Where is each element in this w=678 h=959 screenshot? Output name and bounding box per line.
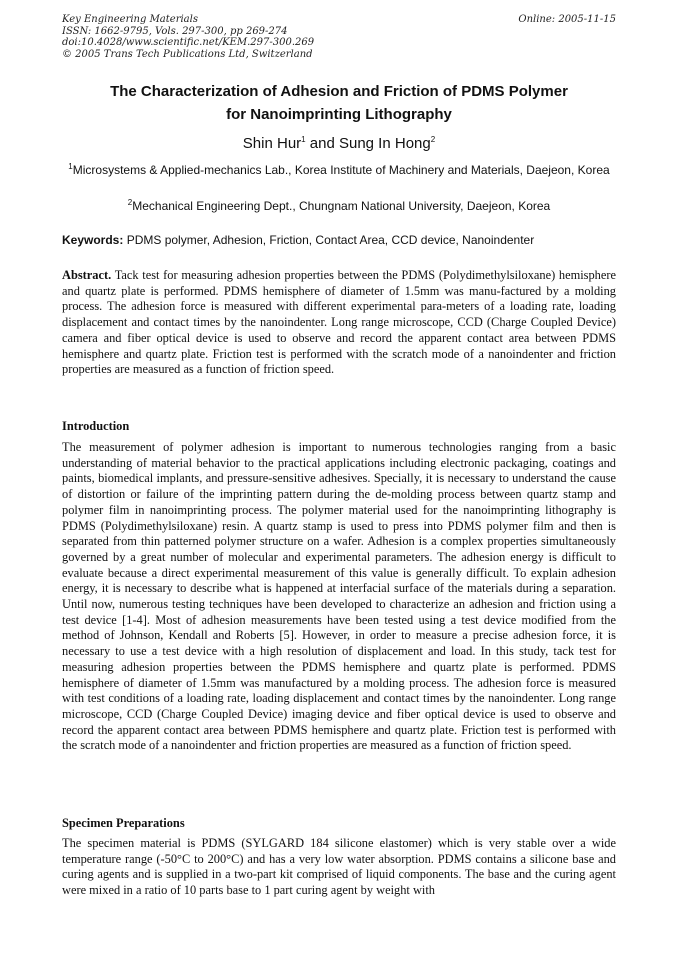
title-line-2: for Nanoimprinting Lithography bbox=[226, 106, 452, 123]
abstract-label: Abstract. bbox=[62, 268, 112, 282]
doi-line: doi:10.4028/www.scientific.net/KEM.297-300.269 bbox=[62, 37, 315, 48]
keywords-text: PDMS polymer, Adhesion, Friction, Contact Area, CCD device, Nanoindenter bbox=[123, 233, 535, 247]
affiliation-2-mark: 2 bbox=[127, 198, 133, 207]
introduction-body: The measurement of polymer adhesion is important to numerous technologies ranging from a basic understanding of material behavior to the practical applications including electronic packaging, coatings and paints, biomedical implants, and pressure-sensitive adhesives. Specially, it is necessary to understand the cause of distortion or failure of the imprinting pattern during the de-molding process between quartz stamp and polymer film in nanoimprinting process. The polymer material used for the nanoimprinting lithography is PDMS (Polydimethylsiloxane) resin. A quartz stamp is used to press into PDMS polymer film and then is separated from thin patterned polymer structure on a wafer. Adhesion is a complex properties simultaneously governed by a great number of molecular and experimental parameters. The adhesion energy is difficult to evaluate because a direct experimental measurement of this value is generally difficult. To explain adhesion energy, it is necessary to describe what is happened at interfacial surface of the materials during a separation. Until now, numerous testing techniques have been developed to characterize an adhesion and friction using a test device [1-4]. Most of adhesion measurements have been tested using a test device modified from the method of Johnson, Kendall and Roberts [5]. However, in order to measure a precise adhesion force, it is necessary to use a test device with a high resolution of displacement and load. In this study, tack test for measuring adhesion properties between the PDMS hemisphere and quartz plate is performed. PDMS hemisphere of diameter of 1.5mm was manufactured by a molding process. The adhesion force is measured with test conditions of a loading rate, loading displacement and contact times by the nanoindenter. Long range microscope, CCD (Charge Coupled Device) imaging device and fiber optical device is used to observe and record the apparent contact area between PDMS hemisphere and quartz plate. Friction test is performed with the scratch mode of a nanoindenter and friction properties are measured as a function of friction speed. bbox=[62, 440, 616, 753]
copyright-line: © 2005 Trans Tech Publications Ltd, Switzerland bbox=[62, 48, 313, 60]
author-1: Shin Hur bbox=[242, 135, 302, 152]
abstract-text: Tack test for measuring adhesion properties between the PDMS (Polydimethylsiloxane) hemisphere and quartz plate is performed. PDMS hemisphere of diameter of 1.5mm was manu-factured by a molding process. The adhesion force is measured with different experimental para-meters of a loading rate, loading displacement and contact times by the nanoindenter. Long range microscope, CCD (Charge Coupled Device) camera and fiber optical device is used to observe and record the apparent contact area between PDMS hemisphere and quartz plate. Friction test is performed with the scratch mode of a nanoindenter and friction properties are measured as a function of friction speed. bbox=[62, 268, 616, 377]
abstract bbox=[62, 268, 616, 378]
specimen-heading: Specimen Preparations bbox=[62, 816, 185, 830]
journal-header bbox=[62, 14, 422, 60]
affiliation-2 bbox=[62, 198, 616, 214]
author-list bbox=[62, 135, 616, 152]
author-1-affil-mark: 1 bbox=[301, 135, 306, 144]
keywords bbox=[62, 233, 616, 247]
introduction-heading: Introduction bbox=[62, 419, 130, 433]
specimen-body: The specimen material is PDMS (SYLGARD 184 silicone elastomer) which is very stable over a wide temperature range (-50°C to 200°C) and has a very low water absorption. PDMS contains a silicone base and curing agents and is supplied in a two-part kit comprised of liquid components. The base and the curing agent were mixed in a ratio of 10 parts base to 1 part curing agent by weight with bbox=[62, 836, 616, 898]
author-conjunction: and bbox=[305, 135, 339, 152]
affiliation-2-text: Mechanical Engineering Dept., Chungnam National University, Daejeon, Korea bbox=[132, 199, 551, 213]
issn-line: ISSN: 1662-9795, Vols. 297-300, pp 269-274 bbox=[62, 25, 288, 37]
affiliation-1-mark: 1 bbox=[68, 162, 73, 171]
affiliation-1-text: Microsystems & Applied-mechanics Lab., Korea Institute of Machinery and Materials, Daejeon, Korea bbox=[72, 163, 610, 177]
paper-title bbox=[62, 80, 616, 126]
author-2: Sung In Hong bbox=[338, 135, 431, 152]
keywords-label: Keywords: bbox=[62, 233, 124, 247]
title-line-1: The Characterization of Adhesion and Friction of PDMS Polymer bbox=[110, 83, 568, 100]
affiliation-1 bbox=[62, 162, 616, 178]
online-date: Online: 2005-11-15 bbox=[518, 14, 616, 25]
author-2-affil-mark: 2 bbox=[430, 135, 436, 144]
journal-name: Key Engineering Materials bbox=[62, 14, 198, 25]
